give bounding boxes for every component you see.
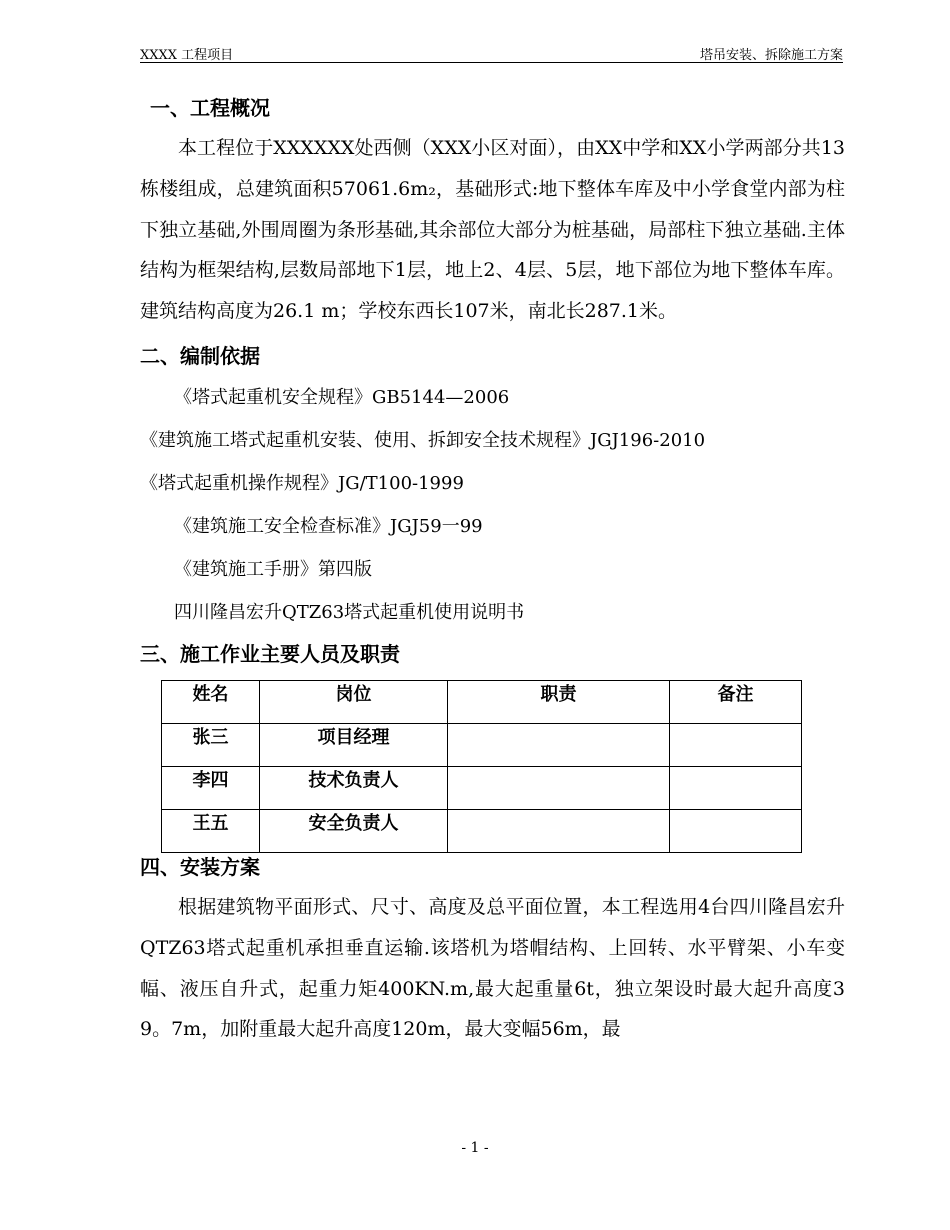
reference-item: 《塔式起重机安全规程》GB5144—2006 — [174, 386, 510, 408]
table-cell-position: 技术负责人 — [260, 766, 448, 809]
section-2-title: 二、编制依据 — [140, 343, 260, 368]
table-cell-name: 王五 — [162, 809, 260, 852]
reference-item: 《建筑施工手册》第四版 — [174, 558, 372, 580]
section-4-paragraph: 根据建筑物平面形式、尺寸、高度及总平面位置，本工程选用4台四川隆昌宏升QTZ63塔式起重机承担垂直运输.该塔机为塔帽结构、上回转、水平臂架、小车变幅、液压自升式，起重力矩400KN.m,最大起重量6t，独立架设时最大起升高度39。7m，加附重最大起升高度120m，最大变幅56m，最 — [140, 895, 845, 1041]
table-row — [162, 723, 802, 766]
table-cell-position: 安全负责人 — [260, 809, 448, 852]
header-document-title: 塔吊安装、拆除施工方案 — [699, 48, 843, 63]
table-header-cell: 职责 — [448, 680, 670, 723]
personnel-table — [161, 680, 802, 853]
table-header-cell: 岗位 — [260, 680, 448, 723]
table-cell-name: 李四 — [162, 766, 260, 809]
reference-item: 《建筑施工塔式起重机安装、使用、拆卸安全技术规程》JGJ196-2010 — [140, 429, 706, 451]
page-header — [140, 44, 843, 63]
reference-item: 《建筑施工安全检查标准》JGJ59一99 — [174, 515, 483, 537]
table-cell-position: 项目经理 — [260, 723, 448, 766]
reference-item: 《塔式起重机操作规程》JG/T100-1999 — [140, 472, 464, 494]
page-number: - 1 - — [461, 1140, 489, 1156]
table-cell-note — [670, 766, 802, 809]
table-cell-note — [670, 723, 802, 766]
table-row — [162, 766, 802, 809]
table-cell-name: 张三 — [162, 723, 260, 766]
header-project-name: XXXX 工程项目 — [140, 48, 234, 63]
section-4-title: 四、安装方案 — [140, 854, 260, 879]
table-header-row — [162, 680, 802, 723]
table-header-cell: 姓名 — [162, 680, 260, 723]
section-1-paragraph: 本工程位于XXXXXX处西侧（XXX小区对面），由XX中学和XX小学两部分共13栋楼组成，总建筑面积57061.6m₂，基础形式:地下整体车库及中小学食堂内部为柱下独立基础,外围周圈为条形基础,其余部位大部分为桩基础，局部柱下独立基础.主体结构为框架结构,层数局部地下1层，地上2、4层、5层，地下部位为地下整体车库。建筑结构高度为26.1 m；学校东西长107米，南北长287.1米。 — [140, 137, 845, 323]
section-1-title: 一、工程概况 — [150, 96, 270, 120]
section-3-title: 三、施工作业主要人员及职责 — [140, 641, 400, 666]
document-body — [140, 88, 845, 1050]
table-cell-duty — [448, 723, 670, 766]
table-cell-duty — [448, 766, 670, 809]
reference-item: 四川隆昌宏升QTZ63塔式起重机使用说明书 — [174, 601, 525, 623]
table-header-cell: 备注 — [670, 680, 802, 723]
